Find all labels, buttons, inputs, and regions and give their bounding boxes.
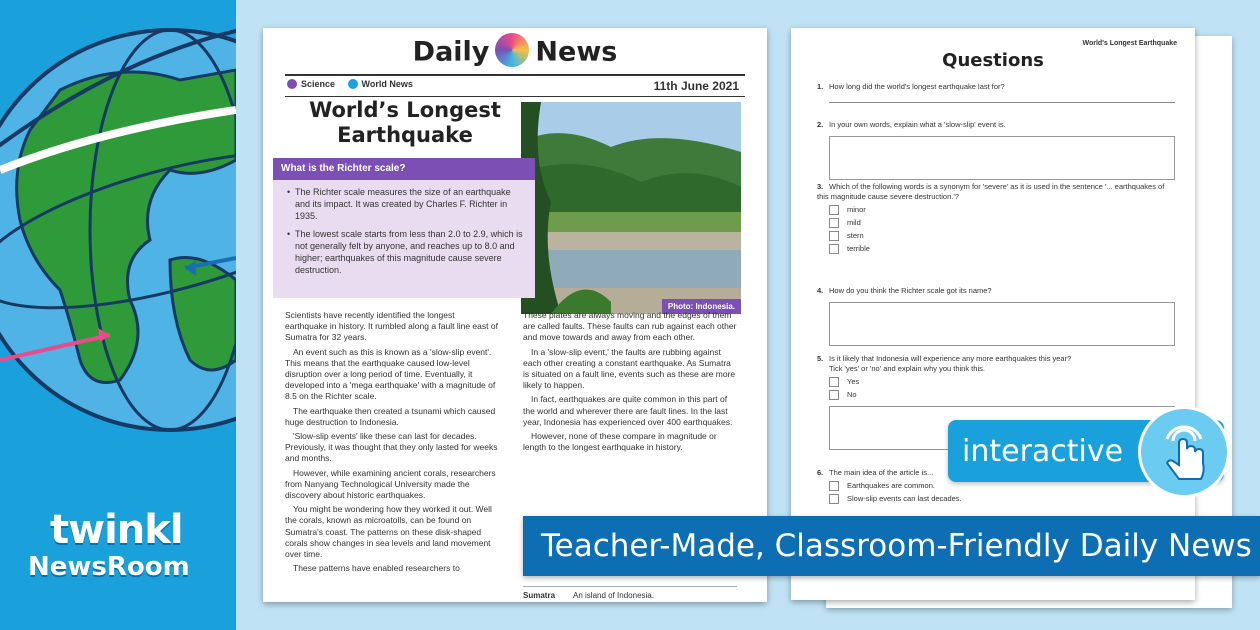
answer-line[interactable] — [829, 102, 1175, 103]
photo-caption: Photo: Indonesia. — [662, 299, 741, 314]
glossary — [523, 586, 737, 600]
option-1[interactable]: Earthquakes are common. — [829, 481, 1177, 491]
category-world-news: World News — [348, 79, 413, 89]
option-2[interactable]: Slow-slip events can last decades. — [829, 494, 1177, 504]
worksheet-header: World's Longest Earthquake — [1082, 40, 1177, 47]
brand-panel — [0, 0, 236, 630]
glossary-term: Sumatra — [523, 591, 556, 600]
promo-banner — [523, 516, 1260, 576]
fact-point: • The lowest scale starts from less than 2.0 to 2.9, which is not generally felt by anyone, and reaches up to 8.0 and higher; earthquakes of this magnitude cause severe destruction. — [287, 228, 527, 276]
logo-line-2: NewsRoom — [28, 552, 190, 582]
paragraph: 'Slow-slip events' like these can last for decades. Previously, it was thought that they only lasted for weeks and months. — [285, 431, 498, 464]
question-1: 1. How long did the world's longest earthquake last for? — [817, 82, 1177, 103]
paragraph: However, while examining ancient corals, researchers from Nanyang Technological University made the discovery about historic earthquakes. — [285, 467, 496, 501]
interactive-label: interactive — [962, 434, 1124, 469]
question-6: 6. The main idea of the article is... Earthquakes are common. Slow-slip events can last decades. — [817, 468, 1177, 504]
paragraph: In a 'slow-slip event,' the faults are rubbing against each other creating a constant earthquake. As Sumatra is situated on a fault line, events such as these are more likely to happen. — [523, 346, 736, 391]
checkbox[interactable] — [829, 494, 839, 504]
checkbox[interactable] — [829, 481, 839, 491]
paragraph: These patterns have enabled researchers to — [293, 563, 460, 574]
paragraph: The earthquake then created a tsunami which caused huge destruction to Indonesia. — [285, 405, 496, 427]
paragraph: You might be wondering how they worked it out. Well the corals, known as microatolls, can be found on Sumatra's coast. The patterns on these disk-shaped corals show changes in sea levels and land movement over time. — [285, 504, 492, 560]
question-5-instruction: Tick 'yes' or 'no' and explain why you think this. — [829, 364, 985, 373]
masthead-right: News — [535, 36, 618, 68]
newspaper-logo-icon — [495, 33, 529, 67]
checkbox[interactable] — [829, 218, 839, 228]
questions-page — [791, 28, 1195, 600]
fact-box — [273, 158, 535, 298]
masthead — [263, 36, 767, 70]
divider — [285, 96, 745, 97]
checkbox[interactable] — [829, 377, 839, 387]
glossary-definition: An island of Indonesia. — [573, 591, 654, 600]
option-minor[interactable]: minor — [829, 205, 1177, 215]
question-5: 5. Is it likely that Indonesia will experience any more earthquakes this year? Tick 'yes' or 'no' and explain why you think this. Yes No — [817, 354, 1177, 450]
answer-box[interactable] — [829, 136, 1175, 180]
checkbox[interactable] — [829, 390, 839, 400]
world-news-icon — [348, 79, 358, 89]
checkbox[interactable] — [829, 244, 839, 254]
question-3: 3. Which of the following words is a synonym for 'severe' as it is used in the sentence '... earthquakes of this magnitude cause severe destruction.'? minor mild stern terrible — [817, 182, 1177, 254]
banner-text: Teacher-Made, Classroom-Friendly Daily News — [541, 528, 1252, 564]
fact-point: • The Richter scale measures the size of an earthquake and its impact. It was created by Charles F. Richter in 1935. — [287, 186, 527, 222]
questions-title: Questions — [942, 50, 1044, 71]
option-stern[interactable]: stern — [829, 231, 1177, 241]
paragraph: An event such as this is known as a 'slow-slip event'. This means that the earthquake caused low-level disruption over a long period of time. Eventually, it developed into a 'mega earthquake' with a magnitude of 8.5 on the Richter scale. — [285, 346, 496, 402]
checkbox[interactable] — [829, 231, 839, 241]
twinkl-newsroom-logo[interactable] — [28, 508, 218, 582]
paragraph: These plates are always moving and the edges of them are called faults. These faults can rub against each other and move towards and away from each other. — [523, 310, 737, 343]
science-icon — [287, 79, 297, 89]
category-science: Science — [287, 79, 335, 89]
paragraph: In fact, earthquakes are quite common in this part of the world and wherever there are fault lines. In the last year, Indonesia has experienced over 400 earthquakes. — [523, 394, 733, 427]
divider — [285, 74, 745, 76]
question-2: 2. In your own words, explain what a 'slow-slip' event is. — [817, 120, 1177, 180]
answer-box[interactable] — [829, 302, 1175, 346]
landscape-image — [521, 102, 741, 314]
checkbox[interactable] — [829, 205, 839, 215]
article-column-1 — [285, 310, 499, 577]
logo-line-1: twinkl — [50, 507, 183, 553]
article-column-2 — [523, 310, 737, 456]
question-4: 4. How do you think the Richter scale got its name? — [817, 286, 1177, 346]
fact-box-title: What is the Richter scale? — [273, 158, 535, 180]
article-headline: World’s Longest Earthquake — [309, 98, 501, 147]
meta-row — [287, 79, 743, 95]
article-photo — [521, 102, 741, 314]
option-no[interactable]: No — [829, 390, 1177, 400]
option-mild[interactable]: mild — [829, 218, 1177, 228]
tap-hand-icon — [1138, 406, 1230, 498]
option-yes[interactable]: Yes — [829, 377, 1177, 387]
masthead-left: Daily — [412, 36, 490, 68]
paragraph: However, none of these compare in magnitude or length to the longest earthquake in history. — [523, 431, 717, 453]
option-terrible[interactable]: terrible — [829, 244, 1177, 254]
issue-date: 11th June 2021 — [653, 79, 739, 93]
paragraph: Scientists have recently identified the longest earthquake in history. It rumbled along a fault line east of Sumatra for 32 years. — [285, 310, 498, 343]
